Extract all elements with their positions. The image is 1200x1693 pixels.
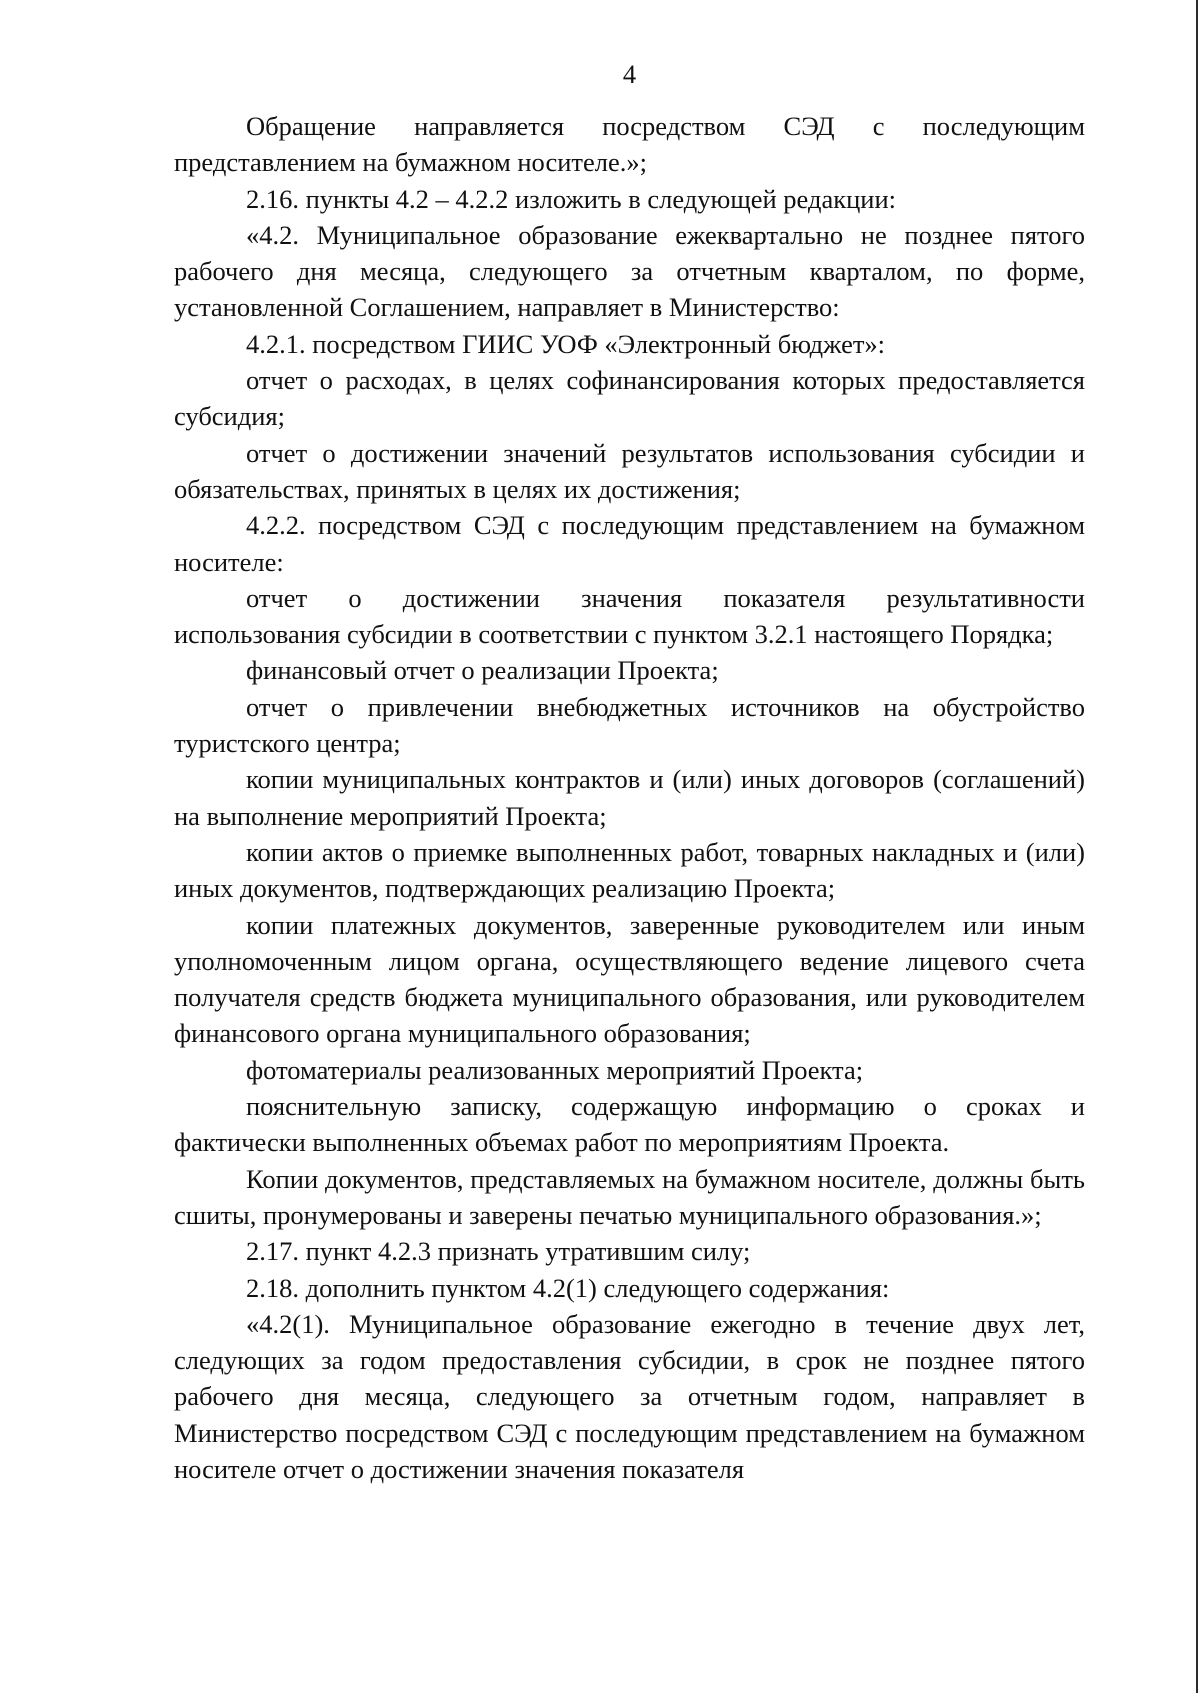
paragraph: «4.2. Муниципальное образование ежеквартально не позднее пятого рабочего дня месяца, следующего за отчетным кварталом, по форме, установленной Соглашением, направляет в Министерство: xyxy=(174,219,1085,323)
paragraph: фотоматериалы реализованных мероприятий Проекта; xyxy=(246,1054,864,1085)
paragraph: 2.16. пункты 4.2 – 4.2.2 изложить в следующей редакции: xyxy=(246,183,897,214)
paragraph: 4.2.2. посредством СЭД с последующим представлением на бумажном носителе: xyxy=(174,510,1085,577)
paragraph: 2.17. пункт 4.2.3 признать утратившим силу; xyxy=(246,1236,751,1267)
paragraph: 2.18. дополнить пунктом 4.2(1) следующего содержания: xyxy=(246,1272,890,1303)
paragraph: копии актов о приемке выполненных работ, товарных накладных и (или) иных документов, подтверждающих реализацию Проекта; xyxy=(174,836,1085,904)
paragraph: Копии документов, представляемых на бумажном носителе, должны быть сшиты, пронумерованы и заверены печатью муниципального образования.»; xyxy=(174,1163,1085,1230)
page-number: 4 xyxy=(622,59,637,89)
paragraph: «4.2(1). Муниципальное образование ежегодно в течение двух лет, следующих за годом предоставления субсидии, в срок не позднее пятого рабочего дня месяца, следующего за отчетным годом, направляет в Министерство посредством СЭД с последующим представлением на бумажном носителе отчет о достижении значения показателя xyxy=(174,1308,1085,1484)
paragraph: отчет о расходах, в целях софинансирования которых предоставляется субсидия; xyxy=(174,365,1085,432)
paragraph: отчет о достижении значения показателя результативности использования субсидии в соответствии с пунктом 3.2.1 настоящего Порядка; xyxy=(174,582,1085,650)
paragraph: 4.2.1. посредством ГИИС УОФ «Электронный бюджет»: xyxy=(246,328,886,359)
paragraph: копии платежных документов, заверенные руководителем или иным уполномоченным лицом органа, осуществляющего ведение лицевого счета получателя средств бюджета муниципального образования, или руководителем финансового органа муниципального образования; xyxy=(174,909,1085,1049)
paragraph: отчет о привлечении внебюджетных источников на обустройство туристского центра; xyxy=(174,691,1085,759)
paragraph: Обращение направляется посредством СЭД с последующим представлением на бумажном носителе.»; xyxy=(174,111,1085,178)
paragraph: копии муниципальных контрактов и (или) иных договоров (соглашений) на выполнение мероприятий Проекта; xyxy=(174,764,1085,831)
paragraph: пояснительную записку, содержащую информацию о сроках и фактически выполненных объемах работ по мероприятиям Проекта. xyxy=(174,1091,1085,1158)
paragraph: финансовый отчет о реализации Проекта; xyxy=(246,655,719,686)
paragraph: отчет о достижении значений результатов использования субсидии и обязательствах, принятых в целях их достижения; xyxy=(174,437,1085,504)
scan-page-edge xyxy=(1196,0,1198,1693)
